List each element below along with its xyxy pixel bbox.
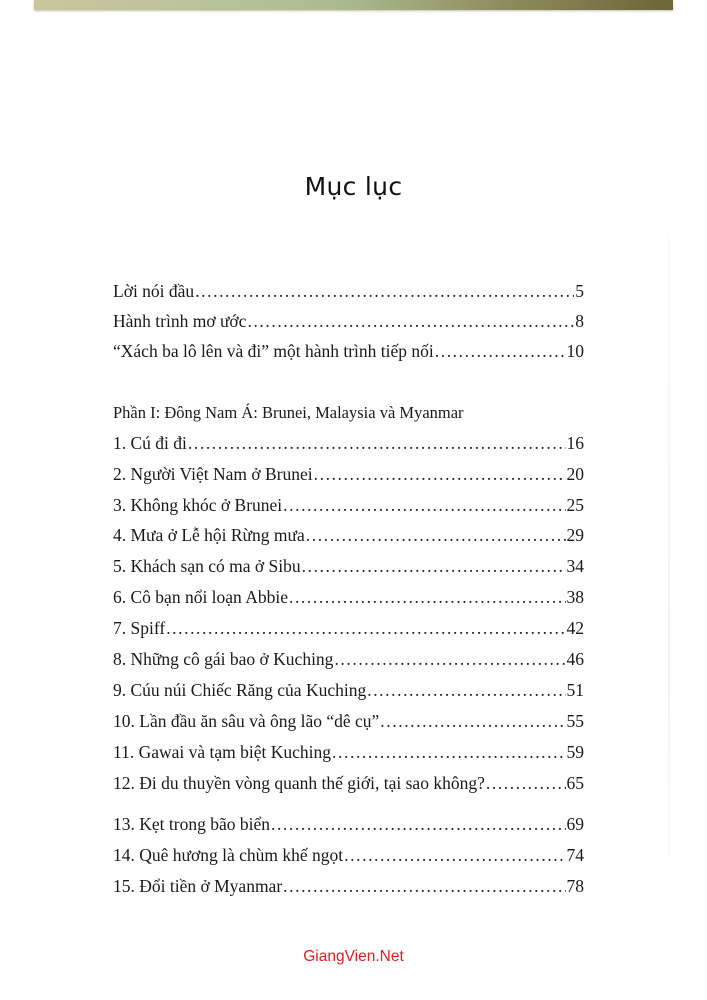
- toc-entry-page: 16: [566, 433, 584, 453]
- page-title: Mục lục: [304, 172, 403, 201]
- toc-entry-page: 38: [566, 587, 584, 607]
- toc-entry-front-matter: [113, 279, 584, 303]
- toc-entry-page: 78: [566, 876, 584, 896]
- toc-entry-label: 12. Đi du thuyền vòng quanh thế giới, tại sao không?: [113, 773, 485, 793]
- toc-entry-front-matter: [113, 339, 584, 363]
- dot-leader: [314, 462, 566, 486]
- toc-entry-front-matter: [113, 309, 584, 333]
- toc-entry-label: 13. Kẹt trong bão biển: [113, 814, 270, 834]
- toc-entry-label: 8. Những cô gái bao ở Kuching: [113, 649, 334, 669]
- toc-entry-label: 5. Khách sạn có ma ở Sibu: [113, 556, 301, 576]
- toc-entry-page: 20: [566, 464, 584, 484]
- dot-leader: [380, 709, 565, 733]
- toc-entry-page: 5: [575, 281, 584, 301]
- dot-leader: [271, 812, 566, 836]
- toc-entry-label: Hành trình mơ ước: [113, 311, 247, 331]
- dot-leader: [247, 309, 574, 333]
- dot-leader: [344, 843, 565, 867]
- toc-entry-page: 29: [566, 525, 584, 545]
- toc-entry-chapter: [113, 843, 584, 867]
- dot-leader: [195, 279, 574, 303]
- toc-entry-page: 59: [566, 742, 584, 762]
- toc-entry-chapter: [113, 740, 584, 764]
- toc-entry-label: 1. Cú đi đi: [113, 433, 187, 453]
- toc-entry-chapter: [113, 647, 584, 671]
- watermark-text: GiangVien.Net: [303, 948, 404, 965]
- dot-leader: [166, 616, 565, 640]
- toc-entry-label: 4. Mưa ở Lễ hội Rừng mưa: [113, 525, 305, 545]
- dot-leader: [486, 771, 566, 795]
- toc-entry-label: 14. Quê hương là chùm khế ngọt: [113, 845, 344, 865]
- toc-entry-label: 15. Đổi tiền ở Myanmar: [113, 876, 283, 896]
- toc-entry-label: “Xách ba lô lên và đi” một hành trình tiếp nối: [113, 341, 434, 361]
- dot-leader: [334, 647, 565, 671]
- dot-leader: [289, 585, 566, 609]
- dot-leader: [283, 493, 565, 517]
- dot-leader: [306, 523, 566, 547]
- toc-entry-chapter: [113, 585, 584, 609]
- toc-entry-label: 10. Lần đầu ăn sâu và ông lão “dê cụ”: [113, 711, 380, 731]
- toc-entry-page: 8: [575, 311, 584, 331]
- toc-entry-page: 25: [566, 495, 584, 515]
- toc-entry-chapter: [113, 554, 584, 578]
- page-curl-shadow: [668, 140, 670, 900]
- scan-top-edge-band: [34, 0, 673, 10]
- toc-entry-label: 9. Cúu núi Chiếc Răng của Kuching: [113, 680, 367, 700]
- dot-leader: [367, 678, 565, 702]
- toc-entry-label: Lời nói đầu: [113, 281, 195, 301]
- toc-entry-page: 46: [566, 649, 584, 669]
- toc-entry-chapter: [113, 431, 584, 455]
- toc-entry-chapter: [113, 874, 584, 898]
- toc-entry-label: 3. Không khóc ở Brunei: [113, 495, 283, 515]
- toc-entry-page: 69: [566, 814, 584, 834]
- toc-entry-label: 2. Người Việt Nam ở Brunei: [113, 464, 313, 484]
- dot-leader: [332, 740, 565, 764]
- toc-entry-page: 42: [566, 618, 584, 638]
- toc-entry-page: 10: [566, 341, 584, 361]
- toc-entry-chapter: [113, 771, 584, 795]
- dot-leader: [188, 431, 566, 455]
- toc-entry-chapter: [113, 709, 584, 733]
- toc-entry-page: 55: [566, 711, 584, 731]
- part-heading: Phần I: Đông Nam Á: Brunei, Malaysia và Myanmar: [113, 403, 464, 422]
- dot-leader: [283, 874, 565, 898]
- toc-entry-page: 34: [566, 556, 584, 576]
- toc-entry-chapter: [113, 616, 584, 640]
- toc-entry-page: 51: [566, 680, 584, 700]
- toc-entry-chapter: [113, 678, 584, 702]
- toc-entry-chapter: [113, 523, 584, 547]
- toc-entry-label: 11. Gawai và tạm biệt Kuching: [113, 742, 332, 762]
- toc-entry-page: 65: [566, 773, 584, 793]
- toc-entry-page: 74: [566, 845, 584, 865]
- toc-entry-chapter: [113, 812, 584, 836]
- dot-leader: [435, 339, 566, 363]
- toc-entry-chapter: [113, 493, 584, 517]
- toc-entry-label: 7. Spiff: [113, 618, 166, 638]
- toc-entry-label: 6. Cô bạn nổi loạn Abbie: [113, 587, 288, 607]
- toc-entry-chapter: [113, 462, 584, 486]
- dot-leader: [302, 554, 566, 578]
